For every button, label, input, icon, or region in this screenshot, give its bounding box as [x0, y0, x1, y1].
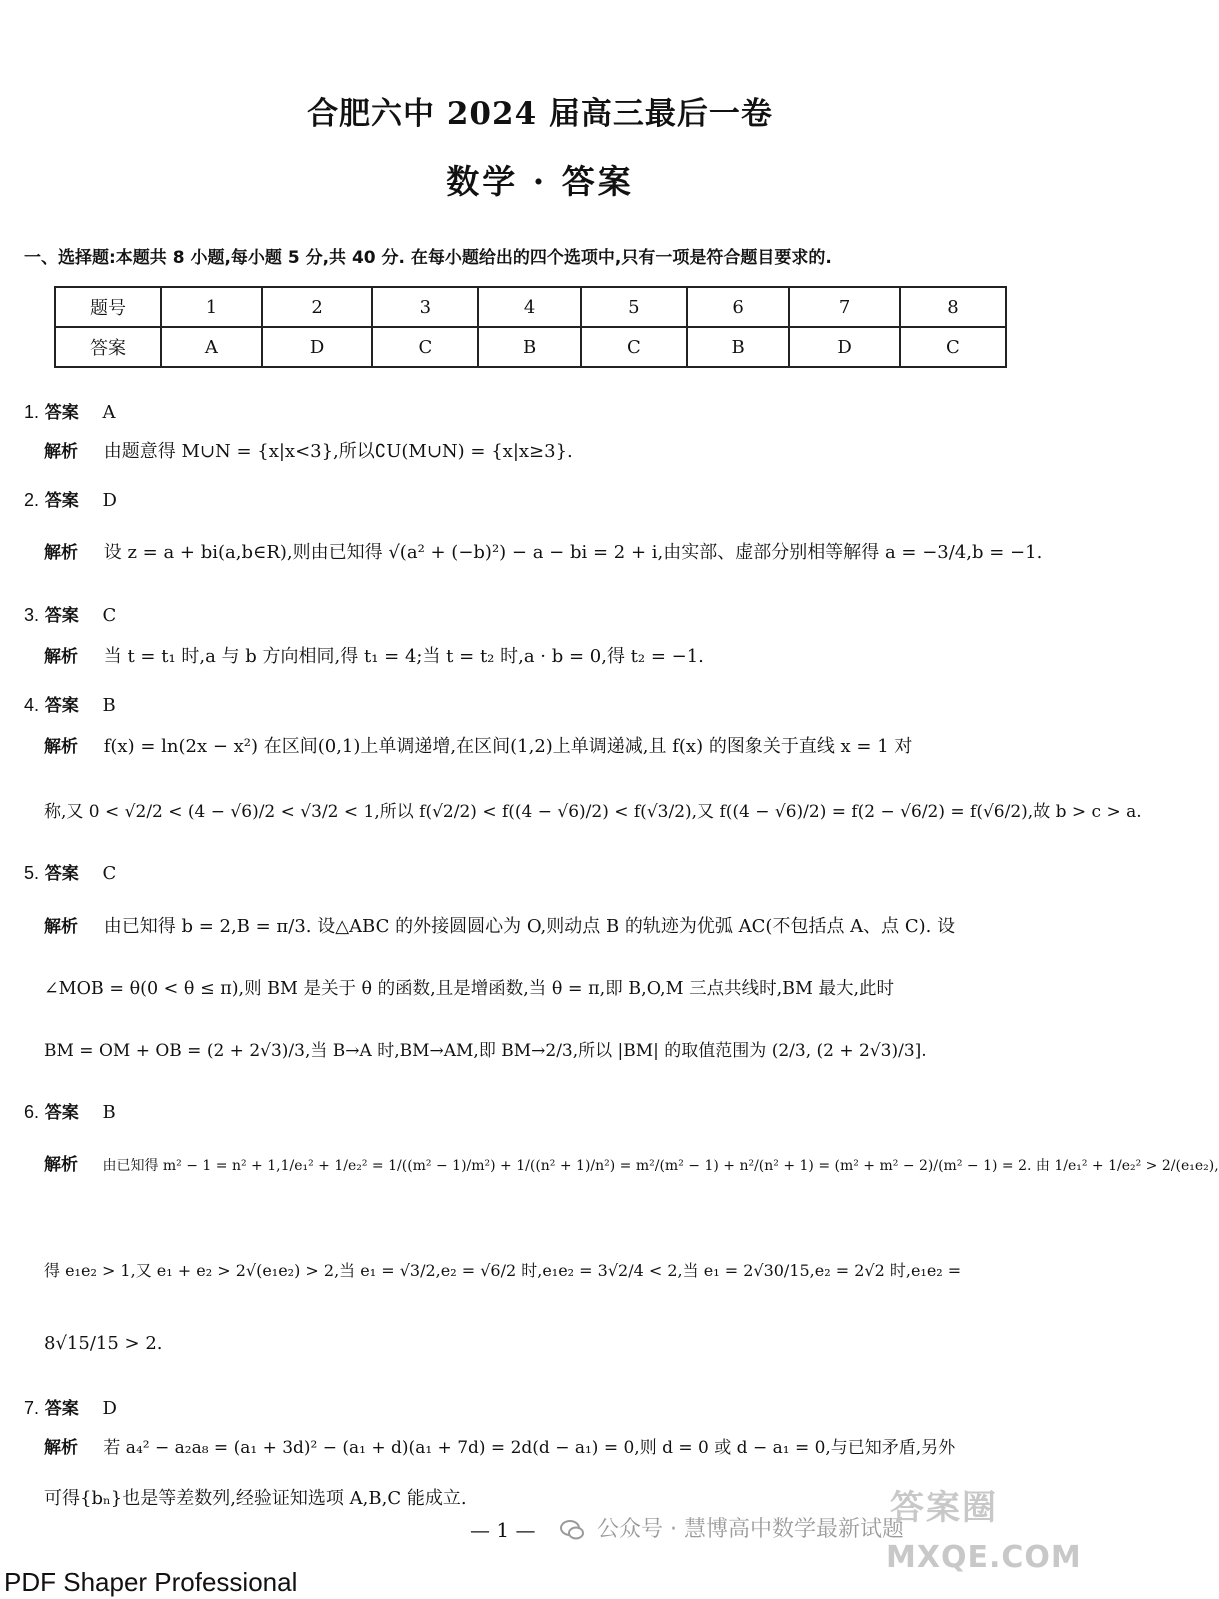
- site-logo-url: MXQE.COM: [886, 1540, 1082, 1575]
- answer-label: 答案: [44, 1103, 79, 1123]
- question-answer-line: [24, 601, 116, 626]
- answer-cell: C: [581, 327, 687, 367]
- answer-cell: B: [478, 327, 580, 367]
- question-number-cell: 8: [900, 287, 1006, 327]
- answer-value: C: [102, 605, 117, 626]
- analysis-text: 由题意得 M∪N = {x|x<3},所以∁U(M∪N) = {x|x≥3}.: [103, 441, 573, 462]
- site-logo: [880, 1480, 1082, 1590]
- question-number: 2.: [24, 490, 40, 510]
- table-row: [55, 327, 1006, 367]
- answer-cell: B: [687, 327, 789, 367]
- analysis-continuation: ∠MOB = θ(0 < θ ≤ π),则 BM 是关于 θ 的函数,且是增函数,当 θ = π,即 B,O,M 三点共线时,BM 最大,此时: [44, 979, 895, 999]
- answer-cell: D: [789, 327, 900, 367]
- analysis-continuation: 8√15/15 > 2.: [44, 1333, 163, 1354]
- analysis-continuation: 可得{bₙ}也是等差数列,经验证知选项 A,B,C 能成立.: [44, 1488, 467, 1509]
- analysis-line: [44, 916, 955, 938]
- watermark: [560, 1512, 904, 1543]
- question-number-cell: 2: [262, 287, 373, 327]
- producer-label: PDF Shaper Professional: [4, 1567, 298, 1597]
- wechat-icon: [560, 1519, 584, 1541]
- analysis-text: f(x) = ln(2x − x²) 在区间(0,1)上单调递增,在区间(1,2)上单调递减,且 f(x) 的图象关于直线 x = 1 对: [103, 736, 913, 757]
- analysis-line: [44, 646, 704, 668]
- analysis-text: 由已知得 b = 2,B = π/3. 设△ABC 的外接圆圆心为 O,则动点 B 的轨迹为优弧 AC(不包括点 A、点 C). 设: [103, 916, 956, 937]
- analysis-text: 设 z = a + bi(a,b∈R),则由已知得 √(a² + (−b)²) − a − bi = 2 + i,由实部、虚部分别相等解得 a = −3/4,b = −1.: [103, 542, 1043, 563]
- analysis-text: 由已知得 m² − 1 = n² + 1,1/e₁² + 1/e₂² = 1/((m² − 1)/m²) + 1/((n² + 1)/n²) = m²/(m² − 1) + n²/(n² + 1) = (m² + m² − 2)/(m² − 1) = 2. 由 1/e₁² + 1/e₂² > 2/(e₁e₂),: [102, 1158, 1219, 1174]
- section-heading: 一、选择题:本题共 8 小题,每小题 5 分,共 40 分. 在每小题给出的四个选项中,只有一项是符合题目要求的.: [24, 248, 832, 268]
- question-number-cell: 4: [478, 287, 580, 327]
- answer-cell: C: [372, 327, 478, 367]
- page-subtitle: 数学 · 答案: [446, 162, 634, 201]
- analysis-continuation: 得 e₁e₂ > 1,又 e₁ + e₂ > 2√(e₁e₂) > 2,当 e₁ = √3/2,e₂ = √6/2 时,e₁e₂ = 3√2/4 < 2,当 e₁ = 2√30/15,e₂ = 2√2 时,e₁e₂ =: [44, 1261, 962, 1280]
- answer-table: [54, 286, 1007, 368]
- analysis-label: 解析: [44, 917, 78, 937]
- question-number: 5.: [24, 863, 40, 883]
- answer-label: 答案: [44, 606, 79, 626]
- answer-value: C: [102, 863, 117, 884]
- analysis-label: 解析: [44, 737, 78, 757]
- site-logo-text: 答案圈: [890, 1488, 998, 1528]
- question-number-cell: 7: [789, 287, 900, 327]
- answer-value: B: [102, 1102, 116, 1123]
- table-row: [55, 287, 1006, 327]
- analysis-continuation: 称,又 0 < √2/2 < (4 − √6)/2 < √3/2 < 1,所以 f(√2/2) < f((4 − √6)/2) < f(√3/2),又 f((4 − √6)/2) = f(2 − √6/2) = f(√6/2),故 b > c > a.: [44, 802, 1142, 822]
- question-number: 3.: [24, 605, 40, 625]
- analysis-label: 解析: [44, 543, 78, 563]
- analysis-line: [44, 1155, 1219, 1175]
- analysis-continuation: BM = OM + OB = (2 + 2√3)/3,当 B→A 时,BM→AM,即 BM→2/3,所以 |BM| 的取值范围为 (2/3, (2 + 2√3)/3].: [44, 1041, 927, 1061]
- answer-value: A: [102, 402, 116, 423]
- page-title: 合肥六中 2024 届高三最后一卷: [307, 96, 773, 132]
- question-number-cell: 6: [687, 287, 789, 327]
- answer-value: B: [102, 695, 116, 716]
- answer-value: D: [102, 490, 117, 511]
- answer-cell: D: [262, 327, 373, 367]
- analysis-label: 解析: [44, 442, 78, 462]
- question-answer-line: [24, 1098, 116, 1123]
- analysis-line: [44, 736, 912, 758]
- question-answer-line: [24, 1394, 117, 1419]
- question-number: 4.: [24, 695, 40, 715]
- question-answer-line: [24, 691, 116, 716]
- answer-label: 答案: [44, 403, 79, 423]
- analysis-text: 当 t = t₁ 时,a 与 b 方向相同,得 t₁ = 4;当 t = t₂ 时,a · b = 0,得 t₂ = −1.: [103, 646, 704, 667]
- analysis-label: 解析: [44, 647, 78, 667]
- question-number: 1.: [24, 402, 40, 422]
- analysis-label: 解析: [44, 1155, 78, 1175]
- question-answer-line: [24, 859, 116, 884]
- question-number: 7.: [24, 1398, 40, 1418]
- answer-label: 答案: [44, 1399, 79, 1419]
- answer-label: 答案: [44, 696, 79, 716]
- analysis-line: [44, 441, 573, 463]
- question-number: 6.: [24, 1102, 40, 1122]
- answer-label: 答案: [44, 864, 79, 884]
- row-label: 题号: [55, 287, 161, 327]
- watermark-text: 公众号 · 慧博高中数学最新试题: [597, 1517, 904, 1542]
- analysis-line: [44, 542, 1042, 564]
- analysis-text: 若 a₄² − a₂a₈ = (a₁ + 3d)² − (a₁ + d)(a₁ + 7d) = 2d(d − a₁) = 0,则 d = 0 或 d − a₁ = 0,与已知矛盾,另外: [103, 1438, 956, 1458]
- page-number: — 1 —: [470, 1518, 536, 1542]
- answer-label: 答案: [44, 491, 79, 511]
- question-answer-line: [24, 398, 115, 423]
- question-answer-line: [24, 486, 117, 511]
- answer-value: D: [102, 1398, 117, 1419]
- answer-cell: A: [161, 327, 262, 367]
- question-number-cell: 3: [372, 287, 478, 327]
- question-number-cell: 5: [581, 287, 687, 327]
- analysis-label: 解析: [44, 1438, 78, 1458]
- analysis-line: [44, 1438, 955, 1458]
- answer-cell: C: [900, 327, 1006, 367]
- row-label: 答案: [55, 327, 161, 367]
- question-number-cell: 1: [161, 287, 262, 327]
